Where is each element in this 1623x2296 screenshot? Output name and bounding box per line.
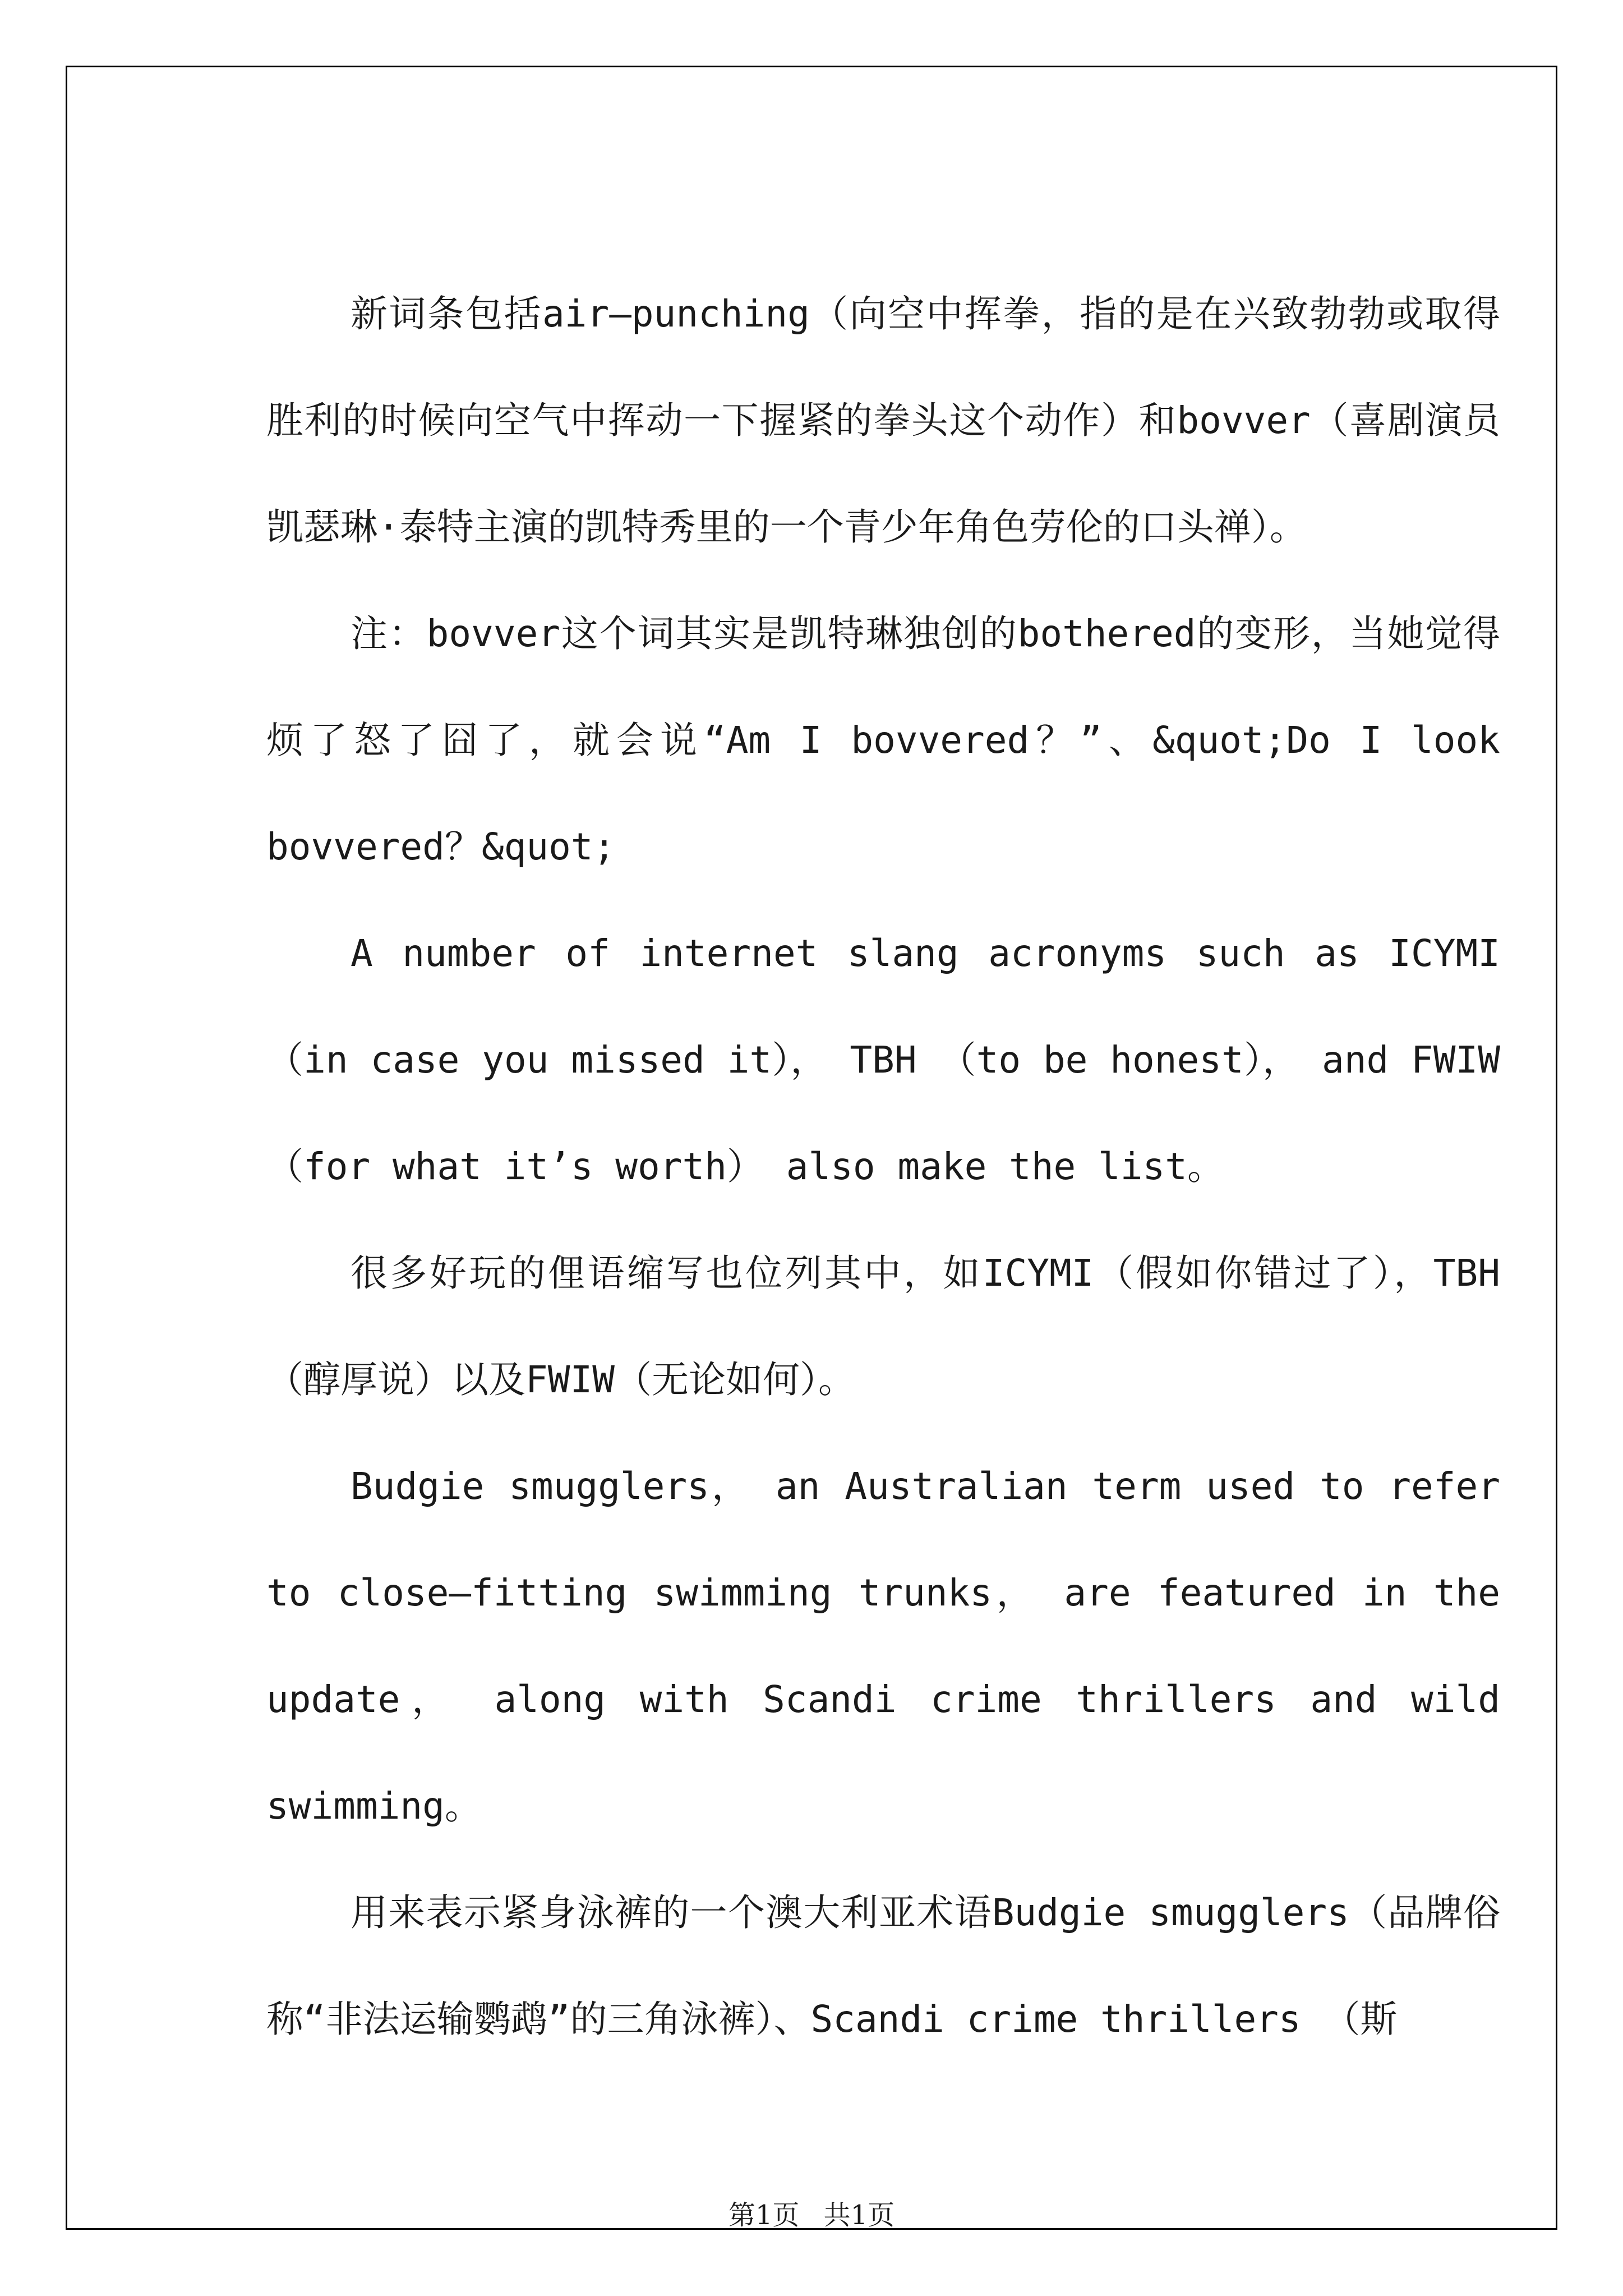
paragraph-acronyms-zh: 很多好玩的俚语缩写也位列其中，如ICYMI（假如你错过了），TBH（醇厚说）以及FWIW（无论如何）。: [266, 1251, 1500, 1401]
paragraph-new-entries: 新词条包括air—punching（向空中挥拳，指的是在兴致勃勃或取得胜利的时候向空气中挥动一下握紧的拳头这个动作）和bovver（喜剧演员凯瑟琳·泰特主演的凯特秀里的一个青少年角色劳伦的口头禅）。: [266, 292, 1500, 549]
document-page: [66, 66, 1557, 2230]
page-total: 共1页: [823, 2200, 895, 2231]
paragraph-budgie-zh: 用来表示紧身泳裤的一个澳大利亚术语Budgie smugglers（品牌俗称“非法运输鹦鹉”的三角泳裤）、Scandi crime thrillers （斯: [266, 1891, 1500, 2041]
paragraph-acronyms-en: A number of internet slang acronyms such as ICYMI （in case you missed it）， TBH （to be honest）， and FWIW （for what it’s worth） also make the list。: [266, 932, 1500, 1188]
page-footer: [67, 2193, 1556, 2232]
paragraph-budgie-en: Budgie smugglers， an Australian term used to refer to close—fitting swimming trunks， are featured in the update， along with Scandi crime thrillers and wild swimming。: [266, 1465, 1500, 1828]
page-number: 第1页: [728, 2200, 800, 2231]
document-body: [266, 261, 1500, 2073]
paragraph-note-bovver: 注：bovver这个词其实是凯特琳独创的bothered的变形，当她觉得烦了怒了囧了，就会说“Am I bovvered？”、&quot;Do I look bovvered？&quot;: [266, 612, 1500, 868]
